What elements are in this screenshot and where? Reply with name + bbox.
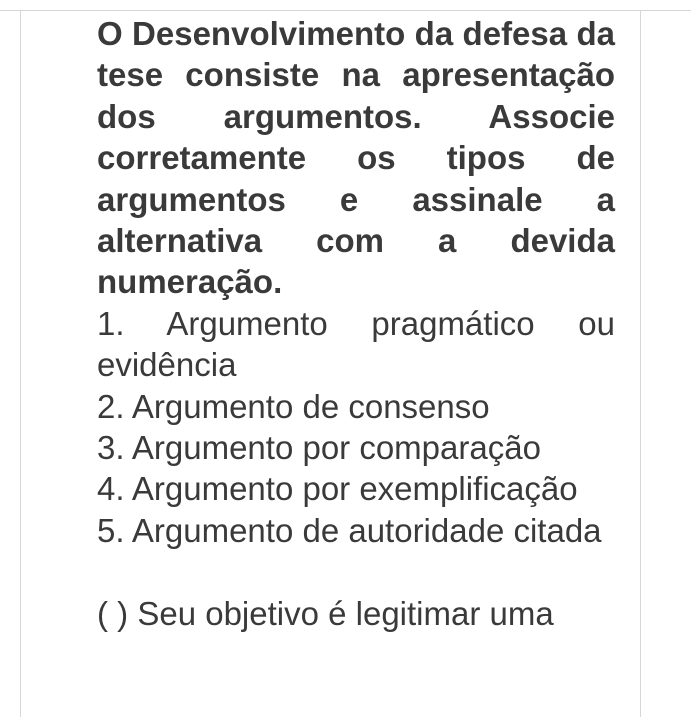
list-item: 2. Argumento de consenso — [97, 387, 490, 425]
list-item: 4. Argumento por exemplificação — [97, 470, 578, 508]
right-border — [640, 10, 641, 717]
list-item: 3. Argumento por comparação — [97, 429, 541, 467]
argument-list — [97, 303, 615, 551]
left-border — [20, 10, 21, 717]
list-item: 5. Argumento de autoridade citada — [97, 511, 602, 549]
answer-text: Seu objetivo é legitimar uma — [137, 594, 554, 632]
question-text: O Desenvolvimento da defesa da tese consiste na apresentação dos argumentos. Associe corretamente os tipos de argumentos e assinale a alternativa com a devida numeração. — [97, 15, 615, 301]
answer-blank: ( ) — [97, 594, 129, 632]
top-divider — [0, 10, 691, 11]
question-card — [97, 13, 615, 634]
list-item: 1. Argumento pragmático ou evidência — [97, 304, 615, 384]
spacer — [97, 551, 615, 592]
answer-option — [97, 593, 615, 634]
